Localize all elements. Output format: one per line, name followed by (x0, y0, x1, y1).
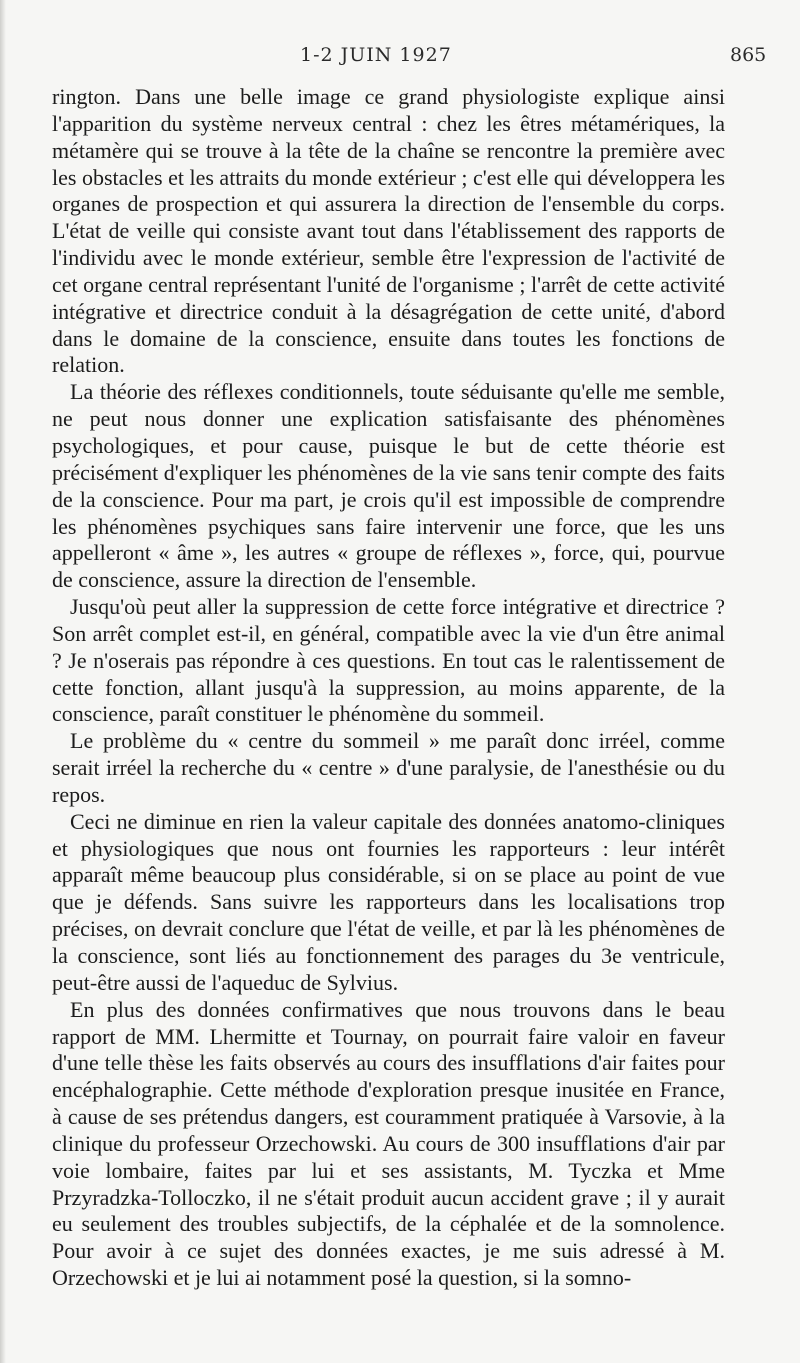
paragraph: Jusqu'où peut aller la suppression de cette force intégrative et directrice ? Son arrêt complet est-il, en général, compatible avec la vie d'un être animal ? Je n'oserais pas répondre à ces questions. En tout cas le ralentissement de cette fonction, allant jusqu'à la suppression, au moins apparente, de la conscience, paraît constituer le phénomène du sommeil. (52, 594, 725, 727)
page-number: 865 (730, 44, 767, 66)
paragraph: La théorie des réflexes conditionnels, toute séduisante qu'elle me semble, ne peut nous donner une explication satisfaisante des phénomènes psychologiques, et pour cause, puisque le but de cette théorie est précisément d'expliquer les phénomènes de la vie sans tenir compte des faits de la conscience. Pour ma part, je crois qu'il est impossible de comprendre les phénomènes psychiques sans faire intervenir une force, que les uns appelleront « âme », les autres « groupe de réflexes », force, qui, pourvue de conscience, assure la direction de l'ensemble. (52, 379, 725, 593)
paragraph: Le problème du « centre du sommeil » me paraît donc irréel, comme serait irréel la recherche du « centre » d'une paralysie, de l'anesthésie ou du repos. (52, 728, 725, 807)
paragraph: Ceci ne diminue en rien la valeur capitale des données anatomo-cliniques et physiologiques que nous ont fournies les rapporteurs : leur intérêt apparaît même beaucoup plus considérable, si on se place au point de vue que je défends. Sans suivre les rapporteurs dans les localisations trop précises, on devrait conclure que l'état de veille, et par là les phénomènes de la conscience, sont liés au fonctionnement des parages du 3e ventricule, peut-être aussi de l'aqueduc de Sylvius. (52, 808, 725, 995)
page-edge-shadow (0, 0, 6, 1363)
body-text (52, 84, 725, 1292)
paragraph: En plus des données confirmatives que nous trouvons dans le beau rapport de MM. Lhermitte et Tournay, on pourrait faire valoir en faveur d'une telle thèse les faits observés au cours des insufflations d'air faites pour encéphalographie. Cette méthode d'exploration presque inusitée en France, à cause de ses prétendus dangers, est couramment pratiquée à Varsovie, à la clinique du professeur Orzechowski. Au cours de 300 insufflations d'air par voie lombaire, faites par lui et ses assistants, M. Tyczka et Mme Przyradzka-Tolloczko, il ne s'était produit aucun accident grave ; il y aurait eu seulement des troubles subjectifs, de la céphalée et de la somnolence. Pour avoir à ce sujet des données exactes, je me suis adressé à M. Orzechowski et je lui ai notamment posé la question, si la somno- (52, 996, 725, 1291)
paragraph: rington. Dans une belle image ce grand physiologiste explique ainsi l'apparition du système nerveux central : chez les êtres métamériques, la métamère qui se trouve à la tête de la chaîne se rencontre la première avec les obstacles et les attraits du monde extérieur ; c'est elle qui développera les organes de prospection et qui assurera la direction de l'ensemble du corps. L'état de veille qui consiste avant tout dans l'établissement des rapports de l'individu avec le monde extérieur, semble être l'expression de l'activité de cet organe central représentant l'unité de l'organisme ; l'arrêt de cette activité intégrative et directrice conduit à la désagrégation de cette unité, d'abord dans le domaine de la conscience, ensuite dans toutes les fonctions de relation. (52, 84, 725, 378)
header-date: 1-2 JUIN 1927 (300, 44, 452, 66)
running-header (0, 44, 800, 74)
